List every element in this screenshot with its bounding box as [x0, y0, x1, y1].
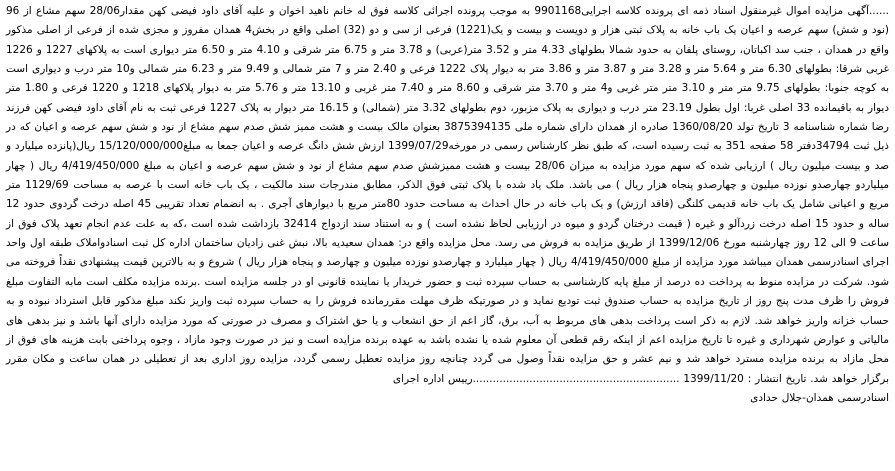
- notice-signature: اسنادرسمی همدان-جلال حدادی: [750, 391, 889, 404]
- notice-body: ......آگهی مزایده اموال غیرمنقول اسناد ذمه ای پرونده کلاسه اجرایی9901168 به موجب پرونده اجرائی کلاسه فوق له خانم ناهید اخوان و علیه آقای داود فیضی کهن مقدار28/06 سهم مشاع از 96 (نود و شش) سهم عرصه و اعیان یک باب خانه به پلاک ثبتی هزار و دویست و بیست و یک(1221) فرعی از سی و دو (32) اصلی واقع در بخش4 همدان مفروز و مجزی شده از فرعی از اصلی مذکور واقع در همدان ، جنب سد اکباتان، روستای پلفان به حدود شمالا بطولهای 4.33 متر و 3.52 متر(عربی) و 3.78 متر و 6.75 متر شرقی و 4.10 متر و 6.50 متر دیواری است به پلاکهای 1227 و 1226 غربی شرقا: بطولهای 6.30 متر و 5.64 متر و 3.28 متر و 3.87 متر و 3.86 متر به دیوار پلاک 1222 فرعی و 2.40 متر و 7 متر شمالی و 9.49 متر و 6.23 متر شمالی و10 متر درب و دیواری است به کوچه جنوبا: بطولهای 9.75 متر متر و 3.10 متر متر غربی و4 متر و 3.70 متر شرقی و 8.60 متر و 7.40 متر غربی و 13.10 متر و 5.76 متر به دیوار پلاکهای 1218 و 1220 فرعی و 1.80 متر دیوار به باقیمانده 33 اصلی غربا: اول بطول 23.19 متر درب و دیواری به پلاک مزبور، دوم بطولهای 3.32 متر (شمالی) و 16.15 متر دیوار به پلاک 1227 فرعی ثبت به نام آقای داود فیضی کهن فرزند رضا شماره شناسنامه 3 تاریخ تولد 1360/08/20 صادره از همدان دارای شماره ملی 3875394135 بعنوان مالک بیست و هشت ممیز شش صدم سهم مشاع از نود و شش سهم عرصه و اعیان که در ذیل ثبت 34794دفتر 58 صفحه 351 به ثبت رسیده است، که طبق نظر کارشناس رسمی در مورخه1399/07/29 ارزش شش دانگ عرصه و اعیان جمعا به مبلغ15/120/000/000 ریال(پانزده میلیارد و صد و بیست میلیون ریال ) ارزیابی شده که سهم مورد مزایده به میزان 28/06 بیست و هشت ممیزشش صدم سهم مشاع از نود و شش سهم عرصه و اعیان به مبلغ 4/419/450/000 ریال ( چهار میلیاردو چهارصدو نوزده میلیون و چهارصدو پنجاه هزار ریال ) می باشد. ملک یاد شده با پلاک ثبتی فوق الذکر، مطابق مندرجات سند مالکیت ، یک باب خانه است با عرصه به مساحت 1129/69 متر مربع و اعیانی شامل یک باب خانه قدیمی کلنگی (فاقد ارزش) و یک باب خانه در حال احداث به مساحت حدود 80متر مربع با دیوارهای آجری . به انضمام تعداد تقریبی 45 اصله درخت گردوی حدود 12 ساله و حدود 15 اصله درخت زردآلو و غیره ( قیمت درختان گردو و میوه در ارزیابی لحاظ نشده است ) و به استناد سند ازدواج 32414 بازداشت شده است ،که به علت عدم انجام تعهد پلاک فوق از ساعت 9 الی 12 روز چهارشنبه مورخ 1399/12/06 از طریق مزایده به فروش می رسد. محل مزایده واقع در: همدان سعیدیه بالا، نبش غنی زادیان ساختمان اداره کل ثبت اسنادواملاک طبقه اول واحد اجرای اسنادرسمی همدان میباشد مورد مزایده از مبلغ 4/419/450/000 ریال ( چهار میلیارد و چهارصدو نوزده میلیون و چهارصد و پنجاه هزار ریال ) شروع و به بالاترین قیمت پیشنهادی نقداً فروخته می شود. شرکت در مزایده منوط به پرداخت ده درصد از مبلغ پایه کارشناسی به حساب سپرده ثبت و حضور خریدار یا نماینده قانونی او در جلسه مزایده است .برنده مزایده مکلف است مابه التفاوت مبلغ فروش را ظرف مدت پنج روز از تاریخ مزایده به حساب صندوق ثبت تودیع نماید و در صورتیکه ظرف مهلت مقررمانده فروش را به حساب سپرده ثبت واریز نکند مبلغ مذکور قابل استرداد نبوده و به حساب خزانه واریز خواهد شد. لازم به ذکر است پرداخت بدهی های مربوط به آب، برق، گاز اعم از حق انشعاب و یا حق اشتراک و مصرف در صورتی که مورد مزایده دارای آنها باشد و نیز بدهی های مالیاتی و عوارض شهرداری و غیره تا تاریخ مزایده اعم از اینکه رقم قطعی آن معلوم شده یا نشده باشد به عهده برنده مزایده است و نیز در صورت وجود مازاد ، وجوه پرداختی بابت هزینه های فوق از محل مازاد به برنده مزایده مسترد خواهد شد و نیم عشر و حق مزایده نقداً وصول می گردد چنانچه روز مزایده تعطیل رسمی گردد، مزایده روز اداری بعد از تعطیلی در همان ساعت و مکان مقرر برگزار خواهد شد. تاریخ انتشار : 1399/11/20 ..............................................................رییس اداره اجرای: [6, 5, 890, 385]
- auction-notice-text: [6, 2, 889, 408]
